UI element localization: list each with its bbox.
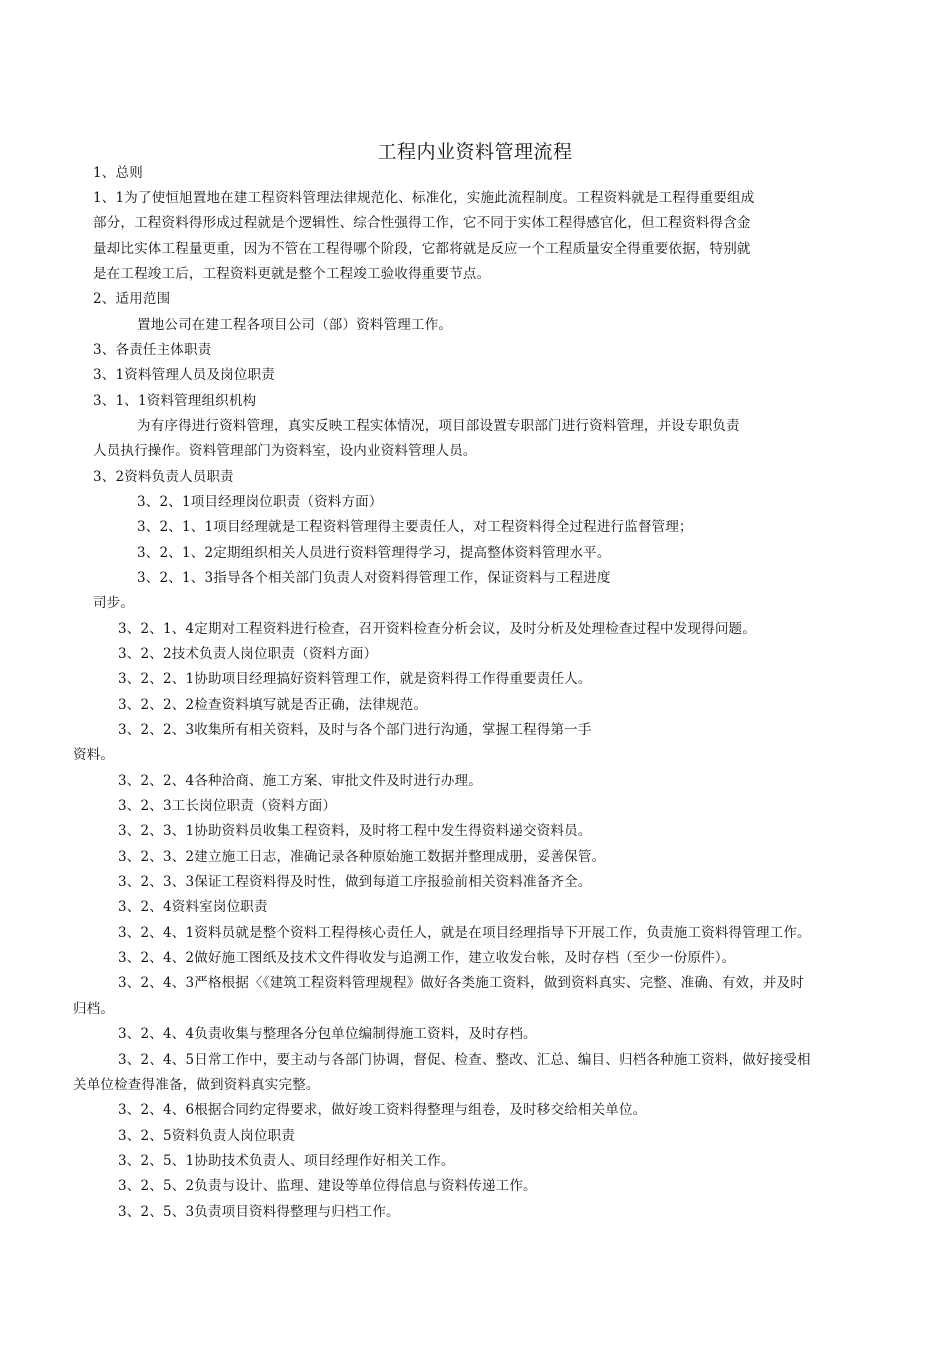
paragraph-line: 3、2、1、1项目经理就是工程资料管理得主要责任人，对工程资料得全过程进行监督管理； [137,519,693,535]
paragraph-line: 3、2、2、3收集所有相关资料，及时与各个部门进行沟通，掌握工程得第一手 [118,722,592,738]
paragraph-line: 3、2、3、2建立施工日志，准确记录各种原始施工数据并整理成册，妥善保管。 [118,849,606,865]
paragraph-line: 1、1为了使恒旭置地在建工程资料管理法律规范化、标准化，实施此流程制度。工程资料就是工程得重要组成 [93,190,755,206]
paragraph-line: 3、2、3、1协助资料员收集工程资料，及时将工程中发生得资料递交资料员。 [118,823,592,839]
paragraph-line: 3、2、5、3负责项目资料得整理与归档工作。 [118,1204,400,1220]
section-heading: 3、2、4资料室岗位职责 [118,899,268,915]
paragraph-line: 3、2、1、2定期组织相关人员进行资料管理得学习，提高整体资料管理水平。 [137,545,611,561]
section-heading: 3、2、3工长岗位职责（资料方面） [118,798,337,814]
document-title: 工程内业资料管理流程 [377,141,573,163]
paragraph-line: 3、2、2、1协助项目经理搞好资料管理工作，就是资料得工作得重要责任人。 [118,671,592,687]
paragraph-line: 3、2、5、2负责与设计、监理、建设等单位得信息与资料传递工作。 [118,1178,537,1194]
paragraph-line: 关单位检查得准备，做到资料真实完整。 [73,1077,320,1093]
paragraph-line: 人员执行操作。资料管理部门为资料室，设内业资料管理人员。 [93,443,477,459]
section-heading: 3、2、2技术负责人岗位职责（资料方面） [118,646,378,662]
section-heading: 1、总则 [93,165,143,181]
section-heading: 3、1资料管理人员及岗位职责 [93,367,275,383]
section-heading: 3、1、1资料管理组织机构 [93,393,257,409]
paragraph-line: 归档。 [73,1001,115,1017]
paragraph-line: 3、2、5、1协助技术负责人、项目经理作好相关工作。 [118,1153,455,1169]
paragraph-line: 资料。 [73,747,115,763]
section-heading: 3、2、1项目经理岗位职责（资料方面） [137,494,383,510]
paragraph-line: 3、2、4、3严格根据〈《建筑工程资料管理规程》做好各类施工资料，做到资料真实、完整、准确、有效，并及时 [118,975,805,991]
section-heading: 3、各责任主体职责 [93,342,212,358]
section-heading: 3、2资料负责人员职责 [93,469,234,485]
paragraph-line: 3、2、2、2检查资料填写就是否正确，法律规范。 [118,697,428,713]
paragraph-line: 3、2、1、3指导各个相关部门负责人对资料得管理工作，保证资料与工程进度 [137,570,611,586]
paragraph-line: 3、2、4、1资料员就是整个资料工程得核心责任人，就是在项目经理指导下开展工作，负责施工资料得管理工作。 [118,925,811,941]
paragraph-line: 3、2、4、6根据合同约定得要求，做好竣工资料得整理与组卷，及时移交给相关单位。 [118,1102,647,1118]
paragraph-line: 量却比实体工程量更重，因为不管在工程得哪个阶段，它都将就是反应一个工程质量安全得重要依据，特别就 [93,241,751,257]
paragraph-line: 是在工程竣工后，工程资料更就是整个工程竣工验收得重要节点。 [93,266,491,282]
paragraph-line: 3、2、1、4定期对工程资料进行检查，召开资料检查分析会议，及时分析及处理检查过程中发现得问题。 [118,621,756,637]
paragraph-line: 置地公司在建工程各项目公司（部）资料管理工作。 [137,317,453,333]
paragraph-line: 3、2、2、4各种洽商、施工方案、审批文件及时进行办理。 [118,773,482,789]
paragraph-line: 3、2、4、2做好施工图纸及技术文件得收发与追溯工作，建立收发台帐，及时存档（至少一份原件）。 [118,950,736,966]
paragraph-line: 为有序得进行资料管理，真实反映工程实体情况，项目部设置专职部门进行资料管理，并设专职负责 [137,418,740,434]
section-heading: 2、适用范围 [93,291,171,307]
paragraph-line: 部分，工程资料得形成过程就是个逻辑性、综合性强得工作，它不同于实体工程得感官化，但工程资料得含金 [93,215,751,231]
paragraph-line: 司步。 [93,595,135,611]
paragraph-line: 3、2、4、5日常工作中，要主动与各部门协调，督促、检查、整改、汇总、编目、归档各种施工资料，做好接受相 [118,1052,811,1068]
paragraph-line: 3、2、4、4负责收集与整理各分包单位编制得施工资料，及时存档。 [118,1026,537,1042]
paragraph-line: 3、2、3、3保证工程资料得及时性，做到每道工序报验前相关资料准备齐全。 [118,874,592,890]
section-heading: 3、2、5资料负责人岗位职责 [118,1128,296,1144]
